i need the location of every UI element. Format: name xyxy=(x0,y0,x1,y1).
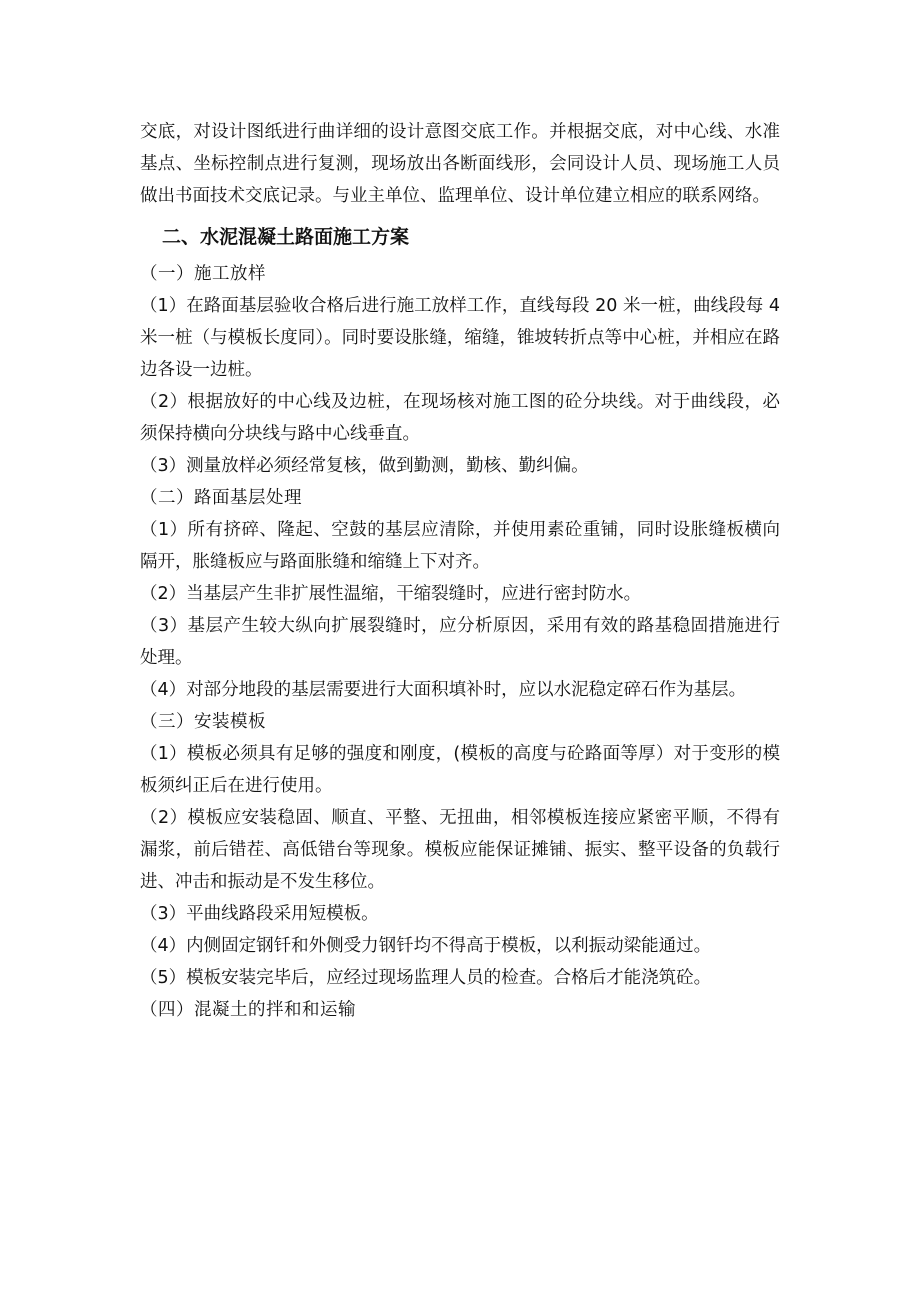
subsection-title-2: （二）路面基层处理 xyxy=(140,488,302,508)
document-body xyxy=(140,116,780,1026)
list-item: （4）对部分地段的基层需要进行大面积填补时，应以水泥稳定碎石作为基层。 xyxy=(140,680,747,700)
intro-paragraph: 交底，对设计图纸进行曲详细的设计意图交底工作。并根据交底，对中心线、水准基点、坐标控制点进行复测，现场放出各断面线形，会同设计人员、现场施工人员做出书面技术交底记录。与业主单位、监理单位、设计单位建立相应的联系网络。 xyxy=(140,122,780,206)
subsection-title-4: （四）混凝土的拌和和运输 xyxy=(140,1000,356,1020)
list-item: （1）在路面基层验收合格后进行施工放样工作，直线每段 20 米一桩，曲线段每 4 米一桩（与模板长度同）。同时要设胀缝，缩缝，锥坡转折点等中心桩，并相应在路边各设一边桩。 xyxy=(140,296,780,380)
subsection-title-1: （一）施工放样 xyxy=(140,264,266,284)
section-heading: 二、水泥混凝土路面施工方案 xyxy=(162,226,410,248)
list-item: （3）测量放样必须经常复核，做到勤测，勤核、勤纠偏。 xyxy=(140,456,589,476)
list-item: （2）当基层产生非扩展性温缩，干缩裂缝时，应进行密封防水。 xyxy=(140,584,642,604)
list-item: （2）根据放好的中心线及边桩，在现场核对施工图的砼分块线。对于曲线段，必须保持横向分块线与路中心线垂直。 xyxy=(140,392,780,444)
list-item: （4）内侧固定钢钎和外侧受力钢钎均不得高于模板，以利振动梁能通过。 xyxy=(140,936,712,956)
list-item: （5）模板安装完毕后，应经过现场监理人员的检查。合格后才能浇筑砼。 xyxy=(140,968,712,988)
list-item: （3）基层产生较大纵向扩展裂缝时，应分析原因，采用有效的路基稳固措施进行处理。 xyxy=(140,616,780,668)
subsection-title-3: （三）安装模板 xyxy=(140,712,266,732)
list-item: （2）模板应安装稳固、顺直、平整、无扭曲，相邻模板连接应紧密平顺，不得有漏浆，前后错茬、高低错台等现象。模板应能保证摊铺、振实、整平设备的负载行进、冲击和振动是不发生移位。 xyxy=(140,808,780,892)
list-item: （1）所有挤碎、隆起、空鼓的基层应清除，并使用素砼重铺，同时设胀缝板横向隔开，胀缝板应与路面胀缝和缩缝上下对齐。 xyxy=(140,520,780,572)
list-item: （1）模板必须具有足够的强度和刚度，(模板的高度与砼路面等厚）对于变形的模板须纠正后在进行使用。 xyxy=(140,744,780,796)
list-item: （3）平曲线路段采用短模板。 xyxy=(140,904,379,924)
